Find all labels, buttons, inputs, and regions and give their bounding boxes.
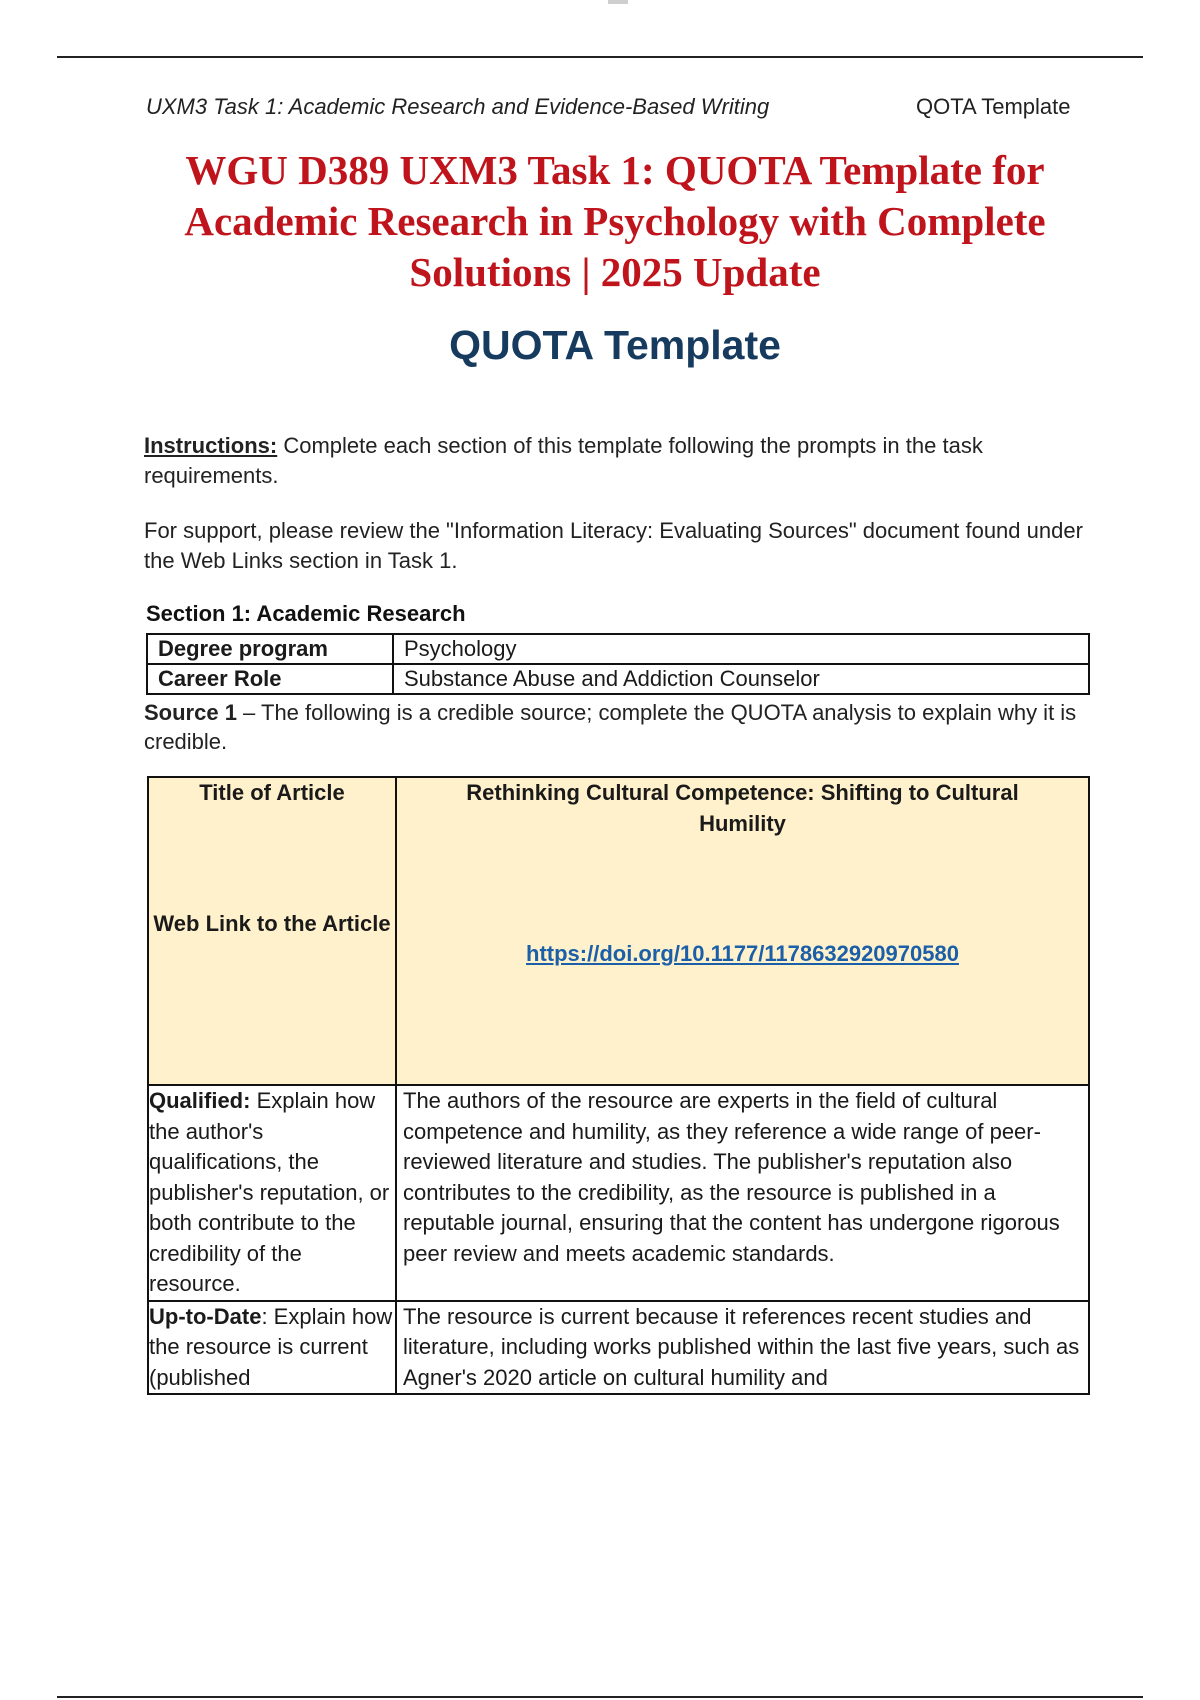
running-header-template: QOTA Template [916, 94, 1071, 119]
running-header-course: UXM3 Task 1: Academic Research and Evidence-Based Writing [146, 94, 770, 119]
career-role-label: Career Role [147, 664, 393, 694]
section-1-heading: Section 1: Academic Research [146, 601, 466, 626]
qualified-prompt [148, 1085, 396, 1301]
table-row [148, 1085, 1089, 1301]
table-row [147, 634, 1089, 664]
quota-analysis-table [147, 776, 1090, 1395]
article-info-values [396, 777, 1089, 1085]
degree-program-value: Psychology [393, 634, 1089, 664]
source-1-text: – The following is a credible source; complete the QUOTA analysis to explain why it is credible. [144, 700, 1077, 754]
table-row [148, 1301, 1089, 1395]
support-paragraph: For support, please review the "Information Literacy: Evaluating Sources" document found under the Web Links section in Task 1. [144, 518, 1083, 573]
uptodate-prompt [148, 1301, 396, 1395]
source-1-intro [144, 698, 1094, 756]
qualified-label: Qualified: [149, 1088, 251, 1113]
source-1-label: Source 1 [144, 700, 237, 725]
template-title: QUOTA Template [449, 322, 781, 368]
degree-program-label: Degree program [147, 634, 393, 664]
table-row [147, 664, 1089, 694]
title-of-article-label: Title of Article [199, 780, 345, 805]
uptodate-prompt-text: : Explain how the resource is current (published [149, 1303, 393, 1390]
instructions-text: Complete each section of this template following the prompts in the task requirements. [144, 433, 983, 488]
table-row [148, 777, 1089, 1085]
uptodate-answer: The resource is current because it references recent studies and literature, including works published within the last five years, such as Agner's 2020 article on cultural humility and [396, 1301, 1089, 1395]
uptodate-label: Up-to-Date [149, 1303, 262, 1329]
qualified-answer: The authors of the resource are experts in the field of cultural competence and humility, as they reference a wide range of peer-reviewed literature and studies. The publisher's reputation also contributes to the credibility, as the resource is published in a reputable journal, ensuring that the content has undergone rigorous peer review and meets academic standards. [396, 1085, 1089, 1301]
career-role-value: Substance Abuse and Addiction Counselor [393, 664, 1089, 694]
web-link-label: Web Link to the Article [153, 910, 391, 936]
header-rule [57, 56, 1143, 58]
instructions-paragraph [144, 431, 1094, 491]
article-title-value: Rethinking Cultural Competence: Shifting to Cultural Humility [466, 780, 1019, 836]
article-info-labels [148, 777, 396, 1085]
document-title: WGU D389 UXM3 Task 1: QUOTA Template for Academic Research in Psychology with Complete Solutions | 2025 Update [184, 147, 1046, 295]
footer-rule [57, 1696, 1143, 1698]
page-top-marker [608, 0, 628, 4]
instructions-label: Instructions: [144, 433, 278, 458]
academic-research-table [146, 633, 1090, 695]
qualified-prompt-text: Explain how the author's qualifications, the publisher's reputation, or both contribute to the credibility of the resource. [149, 1088, 390, 1296]
article-doi-link[interactable]: https://doi.org/10.1177/1178632920970580 [526, 941, 959, 966]
